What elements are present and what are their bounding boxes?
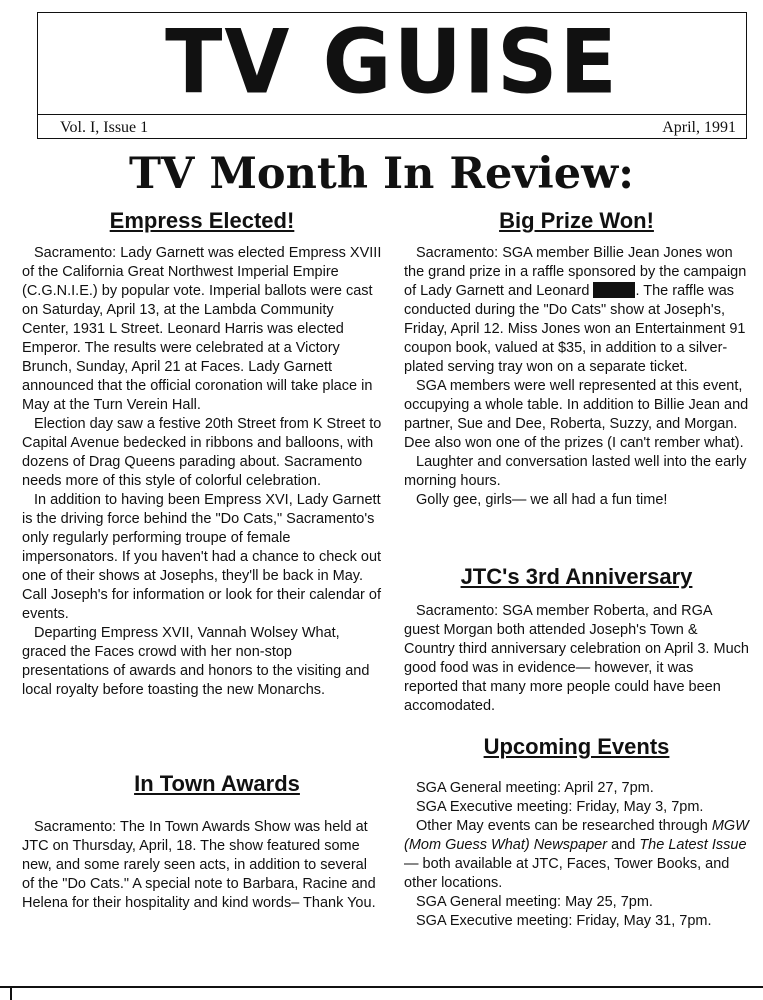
article-paragraph: Golly gee, girls— we all had a fun time! bbox=[416, 492, 668, 508]
masthead-divider bbox=[38, 114, 746, 115]
event-item: SGA General meeting: April 27, 7pm. bbox=[416, 780, 654, 796]
article-paragraph: Sacramento: The In Town Awards Show was held at JTC on Thursday, April, 18. The show featured some new, and some rarely seen acts, in addition to several of the "Do Cats." A special note to Barbara, Racine and Helena for their hospitality and kind words– Thank You. bbox=[22, 819, 376, 911]
event-item: SGA General meeting: May 25, 7pm. bbox=[416, 894, 653, 910]
article-anniversary bbox=[404, 602, 749, 716]
article-paragraph: Sacramento: Lady Garnett was elected Empress XVIII of the California Great Northwest Imperial Empire (C.G.N.I.E.) by popular vote. Imperial ballots were cast on Saturday, April 13, at the Lambda Community Center, 1931 L Street. Leonard Harris was elected Emperor. The results were celebrated at a Victory Brunch, Sunday, April 21 at Faces. Lady Garnett announced that the official coronation will take place in May at the Turn Verein Hall. bbox=[22, 245, 382, 413]
bottom-rule bbox=[0, 986, 763, 988]
article-paragraph bbox=[404, 244, 749, 377]
prize-text-after: . The raffle was conducted during the "Do Cats" show at Joseph's, Friday, April 12. Miss Jones won an Entertainment 91 coupon book, valued at $35, in addition to a silver-plated serving tray won on a separate ticket. bbox=[404, 283, 746, 375]
masthead bbox=[37, 12, 747, 139]
article-paragraph: Departing Empress XVII, Vannah Wolsey What, graced the Faces crowd with her non-stop presentations of awards and honors to the visiting and local royalty before toasting the new Monarchs. bbox=[22, 625, 370, 698]
article-prize bbox=[404, 244, 749, 510]
newsletter-title: TV GUISE bbox=[165, 10, 619, 114]
page-headline: TV Month In Review: bbox=[129, 149, 634, 199]
publication-name: MGW (Mom Guess What) Newspaper bbox=[404, 818, 749, 853]
prize-text-before: Sacramento: SGA member Billie Jean Jones won the grand prize in a raffle sponsored by the campaign of Lady Garnett and Leonard bbox=[404, 245, 747, 299]
issue-date: April, 1991 bbox=[662, 119, 736, 136]
events-text: — both available at JTC, Faces, Tower Books, and other locations. bbox=[404, 856, 730, 891]
event-item: SGA Executive meeting: Friday, May 3, 7pm. bbox=[416, 799, 704, 815]
article-paragraph: Election day saw a festive 20th Street from K Street to Capital Avenue bedecked in ribbons and balloons, with dozens of Drag Queens parading about. Sacramento needs more of this style of colorful celebration. bbox=[22, 416, 382, 489]
article-title-anniversary: JTC's 3rd Anniversary bbox=[460, 564, 693, 589]
article-awards bbox=[22, 818, 382, 913]
article-empress bbox=[22, 244, 382, 700]
events-text: and bbox=[607, 837, 640, 853]
event-item: SGA Executive meeting: Friday, May 31, 7pm. bbox=[416, 913, 712, 929]
article-title-empress: Empress Elected! bbox=[109, 208, 295, 233]
publication-name: The Latest Issue bbox=[639, 837, 747, 853]
article-title-awards: In Town Awards bbox=[134, 771, 300, 796]
article-paragraph: Sacramento: SGA member Roberta, and RGA guest Morgan both attended Joseph's Town & Country third anniversary celebration on April 3. Much good food was in evidence— however, it was reported that many more people could have been accomodated. bbox=[404, 603, 749, 714]
article-title-events: Upcoming Events bbox=[483, 734, 670, 759]
article-paragraph: In addition to having been Empress XVI, Lady Garnett is the driving force behind the "Do Cats," Sacramento's only regularly performing troupe of female impersonators. If you haven't had a chance to check out one of their shows at Josephs, they'll be back in May. Call Joseph's for information or look for their calendar of events. bbox=[22, 492, 382, 622]
article-events bbox=[404, 779, 749, 931]
events-text: Other May events can be researched through bbox=[416, 818, 708, 834]
bottom-corner-mark bbox=[10, 986, 12, 1000]
article-paragraph: Laughter and conversation lasted well into the early morning hours. bbox=[404, 454, 747, 489]
article-title-prize: Big Prize Won! bbox=[499, 208, 654, 233]
redaction-bar bbox=[593, 282, 635, 298]
event-item bbox=[404, 817, 749, 893]
volume-issue: Vol. I, Issue 1 bbox=[60, 119, 149, 136]
article-paragraph: SGA members were well represented at this event, occupying a whole table. In addition to Billie Jean and partner, Sue and Dee, Roberta, Suzzy, and Morgan. Dee also won one of the prizes (I can't rember what). bbox=[404, 378, 749, 451]
